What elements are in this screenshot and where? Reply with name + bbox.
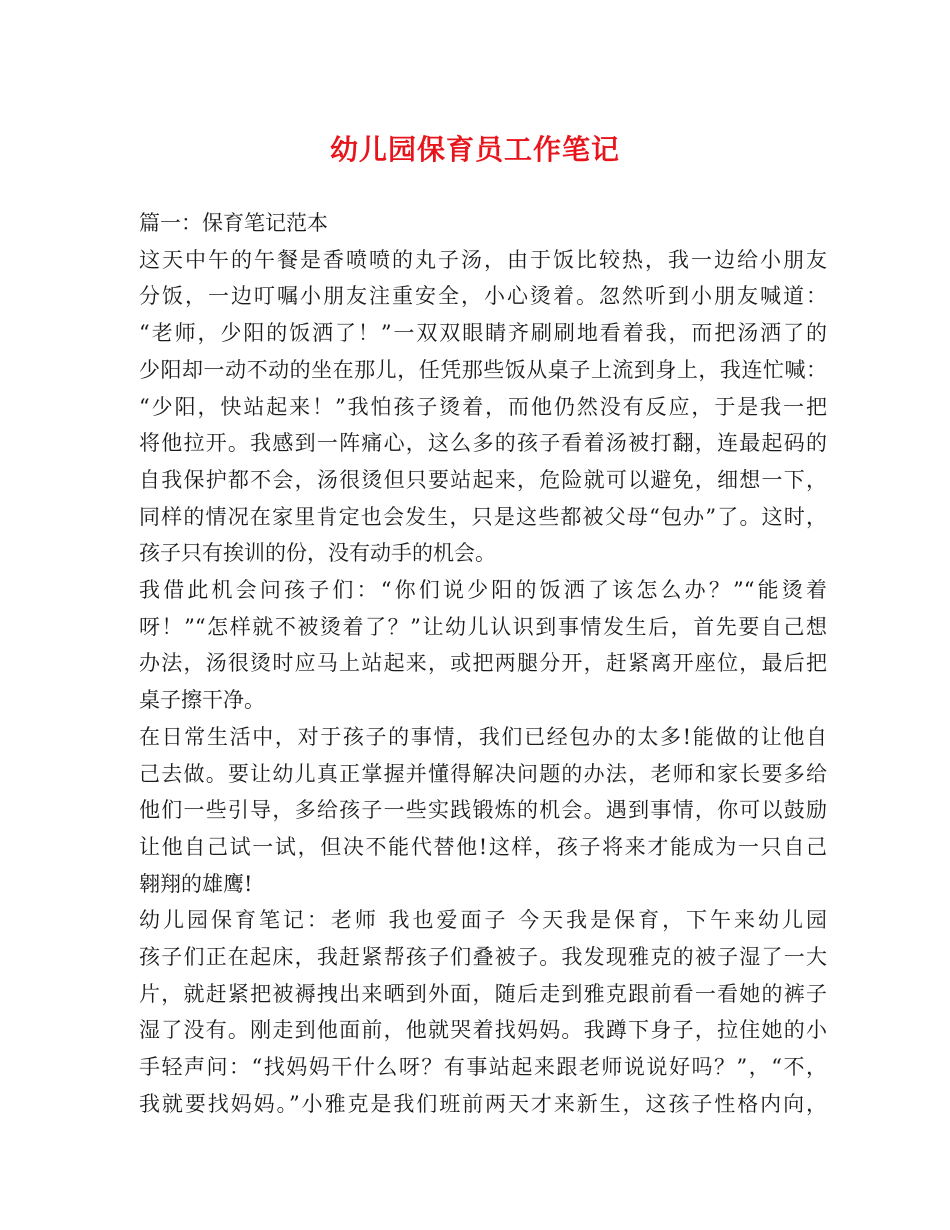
text-line: 幼儿园保育笔记：老师 我也爱面子 今天我是保育，下午来幼儿园 — [139, 908, 827, 933]
document-body — [139, 205, 827, 1123]
text-line: 孩子只有挨训的份，没有动手的机会。 — [139, 541, 496, 566]
text-line: “少阳，快站起来！”我怕孩子烫着，而他仍然没有反应，于是我一把 — [139, 394, 827, 419]
text-line: 呀！”“怎样就不被烫着了？”让幼儿认识到事情发生后，首先要自己想 — [139, 614, 827, 639]
text-line: 湿了没有。刚走到他面前，他就哭着找妈妈。我蹲下身子，拉住她的小 — [139, 1018, 827, 1043]
text-line: 手轻声问：“找妈妈干什么呀？有事站起来跟老师说说好吗？”，“不， — [139, 1055, 827, 1080]
text-line: 这天中午的午餐是香喷喷的丸子汤，由于饭比较热，我一边给小朋友 — [139, 247, 827, 272]
text-line: 片，就赶紧把被褥拽出来晒到外面，随后走到雅克跟前看一看她的裤子 — [139, 981, 827, 1006]
document-title: 幼儿园保育员工作笔记 — [329, 133, 620, 166]
text-line: 少阳却一动不动的坐在那儿，任凭那些饭从桌子上流到身上，我连忙喊： — [139, 357, 827, 382]
text-line: “老师，少阳的饭洒了！”一双双眼睛齐刷刷地看着我，而把汤洒了的 — [139, 321, 827, 346]
text-line: 分饭，一边叮嘱小朋友注重安全，小心烫着。忽然听到小朋友喊道： — [139, 284, 827, 309]
text-line: 翱翔的雄鹰! — [139, 871, 253, 896]
text-line: 孩子们正在起床，我赶紧帮孩子们叠被子。我发现雅克的被子湿了一大 — [139, 945, 827, 970]
text-line: 在日常生活中，对于孩子的事情，我们已经包办的太多!能做的让他自 — [139, 724, 827, 749]
text-line: 他们一些引导，多给孩子一些实践锻炼的机会。遇到事情，你可以鼓励 — [139, 798, 827, 823]
text-line: 让他自己试一试，但决不能代替他!这样，孩子将来才能成为一只自己 — [139, 834, 827, 859]
text-line: 我借此机会问孩子们：“你们说少阳的饭洒了该怎么办？”“能烫着 — [139, 578, 827, 603]
text-line: 同样的情况在家里肯定也会发生，只是这些都被父母“包办”了。这时， — [139, 504, 827, 529]
text-line: 自我保护都不会，汤很烫但只要站起来，危险就可以避免，细想一下， — [139, 467, 827, 492]
text-line: 己去做。要让幼儿真正掌握并懂得解决问题的办法，老师和家长要多给 — [139, 761, 827, 786]
text-line: 我就要找妈妈。”小雅克是我们班前两天才来新生，这孩子性格内向， — [139, 1091, 827, 1116]
section-heading: 篇一：保育笔记范本 — [139, 211, 328, 235]
text-line: 办法，汤很烫时应马上站起来，或把两腿分开，赶紧离开座位，最后把 — [139, 651, 827, 676]
text-line: 桌子擦干净。 — [139, 688, 265, 713]
text-line: 将他拉开。我感到一阵痛心，这么多的孩子看着汤被打翻，连最起码的 — [139, 431, 827, 456]
